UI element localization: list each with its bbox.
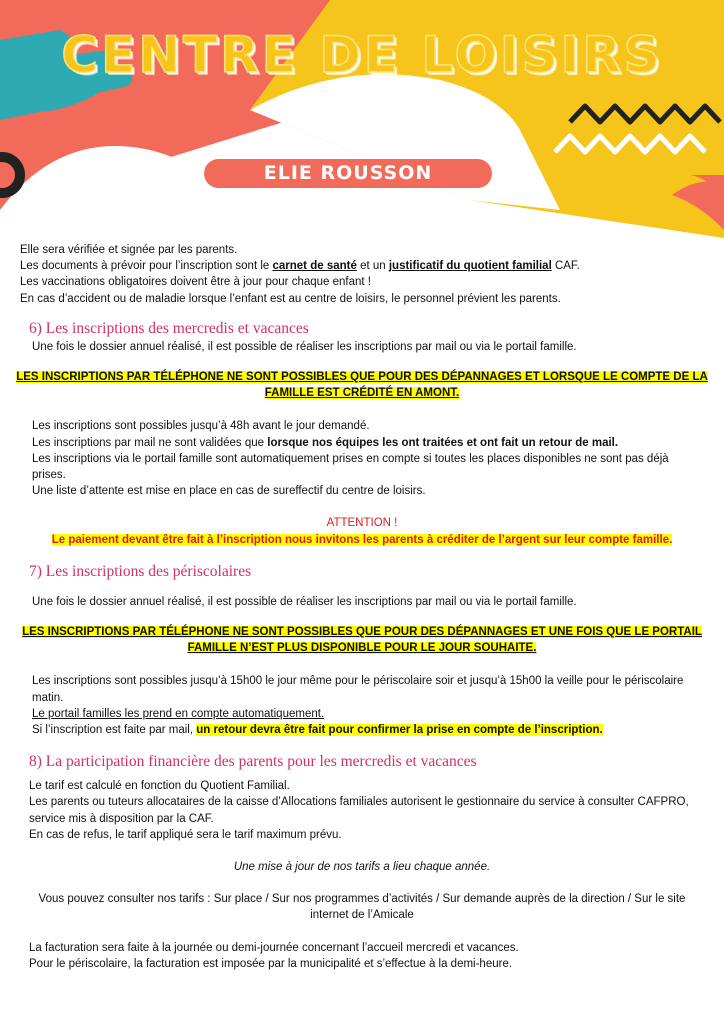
section-6-warning bbox=[0, 369, 724, 385]
paragraph bbox=[0, 435, 724, 451]
payment-notice bbox=[0, 532, 724, 548]
page-title: CENTRE DE LOISIRS bbox=[61, 26, 663, 84]
subtitle-badge: ELIE ROUSSON bbox=[204, 159, 492, 188]
highlight-text: Le paiement devant être fait à l’inscription nous invitons les parents à créditer de l’argent sur leur compte famille. bbox=[51, 533, 673, 546]
highlight-text: un retour devra être fait pour confirmer la prise en compte de l’inscription. bbox=[196, 724, 603, 737]
intro-block bbox=[0, 242, 724, 307]
paragraph: Une liste d’attente est mise en place en cas de sureffectif du centre de loisirs. bbox=[32, 485, 426, 498]
attention-label: ATTENTION ! bbox=[326, 517, 398, 530]
paragraph: Les inscriptions sont possibles jusqu’à 48h avant le jour demandé. bbox=[32, 420, 370, 433]
highlight-text: FAMILLE N’EST PLUS DISPONIBLE POUR LE JOUR SOUHAITE. bbox=[187, 642, 537, 655]
highlight-text: FAMILLE EST CRÉDITÉ EN AMONT. bbox=[264, 387, 460, 400]
intro-line: Les vaccinations obligatoires doivent être à jour pour chaque enfant ! bbox=[20, 276, 371, 289]
paragraph bbox=[0, 722, 724, 738]
paragraph: Les parents ou tuteurs allocataires de la caisse d’Allocations familiales autorisent le gestionnaire du service à consulter CAFPRO, service mis à disposition par la CAF. bbox=[29, 796, 689, 825]
section-8-title: 8) La participation financière des parents pour les mercredis et vacances bbox=[29, 753, 477, 771]
tariff-consult-note: Vous pouvez consulter nos tarifs : Sur place / Sur nos programmes d’activités / Sur demande auprès de la direction / Sur le site internet de l’Amicale bbox=[38, 893, 686, 922]
paragraph: Les inscriptions sont possibles jusqu’à 15h00 le jour même pour le périscolaire soir et jusqu’à 15h00 la veille pour le périscolaire matin. bbox=[32, 675, 684, 704]
text-run: et un bbox=[356, 260, 389, 273]
text-run: Les documents à prévoir pour l’inscription sont le bbox=[20, 260, 273, 273]
section-7-warning bbox=[0, 640, 724, 656]
intro-line: En cas d’accident ou de maladie lorsque l’enfant est au centre de loisirs, le personnel prévient les parents. bbox=[20, 292, 561, 305]
header-banner bbox=[0, 0, 724, 240]
paragraph: En cas de refus, le tarif appliqué sera le tarif maximum prévu. bbox=[29, 828, 342, 841]
intro-line: Elle sera vérifiée et signée par les parents. bbox=[20, 244, 238, 256]
paragraph: Le portail familles les prend en compte automatiquement. bbox=[32, 707, 325, 720]
paragraph: La facturation sera faite à la journée ou demi-journée concernant l’accueil mercredi et vacances. bbox=[29, 941, 519, 954]
text-run: carnet de santé bbox=[272, 260, 357, 273]
paragraph: Pour le périscolaire, la facturation est imposée par la municipalité et s’effectue à la demi-heure. bbox=[29, 957, 513, 970]
intro-line bbox=[0, 258, 724, 274]
section-7-warning bbox=[0, 624, 724, 640]
text-run: Les inscriptions par mail ne sont validées que bbox=[32, 436, 268, 449]
section-6-warning bbox=[0, 385, 724, 401]
text-run: CAF. bbox=[551, 260, 580, 273]
section-7-intro: Une fois le dossier annuel réalisé, il est possible de réaliser les inscriptions par mail ou via le portail famille. bbox=[32, 595, 577, 608]
text-run: justificatif du quotient familial bbox=[388, 260, 552, 273]
tariff-update-note: Une mise à jour de nos tarifs a lieu chaque année. bbox=[233, 861, 491, 874]
text-run: lorsque nos équipes les ont traitées et ont fait un retour de mail. bbox=[267, 436, 619, 449]
paragraph: Le tarif est calculé en fonction du Quotient Familial. bbox=[29, 780, 290, 793]
section-7-title: 7) Les inscriptions des périscolaires bbox=[29, 562, 252, 580]
highlight-text: LES INSCRIPTIONS PAR TÉLÉPHONE NE SONT POSSIBLES QUE POUR DES DÉPANNAGES ET LORSQUE LE COMPTE DE LA bbox=[16, 371, 708, 384]
document-body bbox=[0, 242, 724, 972]
section-6-title: 6) Les inscriptions des mercredis et vacances bbox=[29, 319, 309, 337]
paragraph: Les inscriptions via le portail famille sont automatiquement prises en compte si toutes les places disponibles ne sont pas déjà prises. bbox=[32, 452, 669, 482]
section-6-intro: Une fois le dossier annuel réalisé, il est possible de réaliser les inscriptions par mail ou via le portail famille. bbox=[32, 340, 577, 353]
text-run: Si l’inscription est faite par mail, bbox=[32, 724, 197, 737]
highlight-text: LES INSCRIPTIONS PAR TÉLÉPHONE NE SONT POSSIBLES QUE POUR DES DÉPANNAGES ET UNE FOIS QUE LE PORTAIL bbox=[22, 626, 702, 639]
